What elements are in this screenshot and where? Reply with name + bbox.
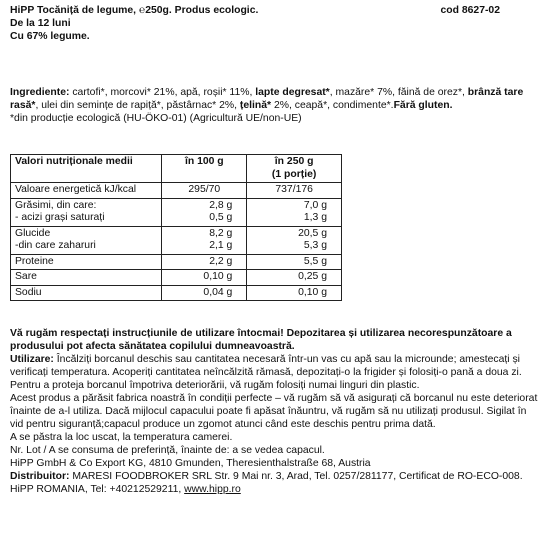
protein-label: Proteine <box>11 254 162 270</box>
product-title: HiPP Tocăniță de legume, ℮250g. Produs ecologic. <box>10 5 259 16</box>
ingredient-segment: , ulei din semințe de rapiță*, păstârnac* 2%, <box>35 100 240 111</box>
usage-instructions <box>10 353 542 392</box>
nutrition-table <box>10 154 342 301</box>
carbs-label: Glucide <box>15 227 51 239</box>
nutrition-row-energy <box>11 183 342 199</box>
energy-per-250g: 737/176 <box>247 183 342 199</box>
age-recommendation: De la 12 luni <box>10 18 71 29</box>
ingredients-text <box>10 86 538 112</box>
romania-contact-text: HiPP ROMANIA, Tel: +40212529211, <box>10 484 185 495</box>
ingredient-segment: 2%, ceapă*, condimente*. <box>271 100 394 111</box>
nutrition-header-row <box>11 155 342 183</box>
sugars-per-100g: 2,1 g <box>209 240 233 251</box>
product-code: cod 8627-02 <box>440 5 500 16</box>
ingredient-segment-allergen: brânză tare rasă* <box>10 87 524 111</box>
protein-per-250g: 5,5 g <box>247 254 342 270</box>
usage-warning <box>10 327 542 353</box>
sugars-per-250g: 5,3 g <box>303 240 327 251</box>
carbs-per-100g: 8,2 g <box>209 227 233 239</box>
storage-note: A se păstra la loc uscat, la temperatura camerei. <box>10 432 233 443</box>
lot-note: Nr. Lot / A se consuma de preferință, înainte de: a se vedea capacul. <box>10 445 325 456</box>
nutrition-row-salt <box>11 270 342 286</box>
ingredient-segment-allergen: lapte degresat* <box>255 87 330 98</box>
distributor-label: Distribuitor: <box>10 471 70 482</box>
nutrition-row-sodium <box>11 285 342 301</box>
sodium-label: Sodiu <box>11 285 162 301</box>
website-link[interactable]: www.hipp.ro <box>184 484 241 495</box>
gluten-free-note: Fără gluten. <box>393 100 453 111</box>
fat-per-250g: 7,0 g <box>303 199 327 211</box>
sodium-per-250g: 0,10 g <box>247 285 342 301</box>
distributor-text: MARESI FOODBROKER SRL Str. 9 Mai nr. 3, Arad, Tel. 0257/281177, Certificat de RO-ECO-008. <box>69 471 523 482</box>
saturated-label: - acizi grași saturați <box>15 212 105 223</box>
nutrition-header-250g <box>247 155 342 183</box>
nutrition-header-label: Valori nutriționale medii <box>11 155 162 183</box>
ingredient-segment: cartofi*, morcovi* 21%, apă, roșii* 11%, <box>69 87 256 98</box>
sugars-label: -din care zaharuri <box>15 240 96 251</box>
fat-label: Grăsimi, din care: <box>15 199 97 211</box>
nutrition-row-carbs <box>11 226 342 254</box>
energy-per-100g: 295/70 <box>162 183 247 199</box>
nutrition-header-portion: (1 porție) <box>271 168 317 180</box>
nutrition-row-fat <box>11 198 342 226</box>
protein-per-100g: 2,2 g <box>162 254 247 270</box>
energy-label: Valoare energetică kJ/kcal <box>11 183 162 199</box>
carbs-per-250g: 20,5 g <box>298 227 327 239</box>
ingredient-segment: , mazăre* 7%, făină de orez*, <box>329 87 468 98</box>
ingredients-section <box>10 86 538 125</box>
nutrition-header-250g-line1: în 250 g <box>274 156 314 167</box>
usage-warning-line2: produsului pot afecta sănătatea copilului dumneavoastră. <box>10 341 295 352</box>
sodium-per-100g: 0,04 g <box>162 285 247 301</box>
fat-per-100g: 2,8 g <box>209 199 233 211</box>
organic-footnote: *din producție ecologică (HU-ÖKO-01) (Agricultură UE/non-UE) <box>10 113 302 124</box>
saturated-per-250g: 1,3 g <box>303 212 327 223</box>
factory-note: Acest produs a părăsit fabrica noastră în condiții perfecte – vă rugăm să vă asigurați că borcanul nu este deteriorat înainte de a-l utiliza. Dacă mijlocul capacului poate fi apăsat înăuntru, vă rugăm să nu utilizați produsul. Sigilat în vid pentru siguranță;capacul produce un zgomot atunci când este deschis pentru prima dată. <box>10 393 538 430</box>
ingredient-segment-allergen: țelină* <box>239 100 272 111</box>
distributor-info <box>10 470 542 483</box>
usage-label: Utilizare: <box>10 354 54 365</box>
manufacturer-address: HiPP GmbH & Co Export KG, 4810 Gmunden, Theresienthalstraße 68, Austria <box>10 458 371 469</box>
usage-section <box>10 327 542 496</box>
usage-warning-line1: Vă rugăm respectați instrucțiunile de utilizare întocmai! Depozitarea și utilizarea necorespunzătoare a <box>10 328 512 339</box>
nutrition-row-protein <box>11 254 342 270</box>
salt-per-250g: 0,25 g <box>247 270 342 286</box>
product-header <box>10 4 540 43</box>
ingredients-label: Ingrediente: <box>10 87 70 98</box>
vegetable-content: Cu 67% legume. <box>10 31 90 42</box>
romania-contact <box>10 483 542 496</box>
usage-text: Încălziți borcanul deschis sau cantitatea necesară într-un vas cu apă sau la microunde; amestecați și verificați temperatura. Acoperiți cantitatea neîncălzită rămasă, depozitați-o la frigider și folosiți-o pană a doua zi. Pentru a proteja borcanul împotriva deteriorării, vă rugăm folosiți numai linguri din plastic. <box>10 354 522 391</box>
nutrition-header-100g: în 100 g <box>162 155 247 183</box>
saturated-per-100g: 0,5 g <box>209 212 233 223</box>
salt-per-100g: 0,10 g <box>162 270 247 286</box>
salt-label: Sare <box>11 270 162 286</box>
